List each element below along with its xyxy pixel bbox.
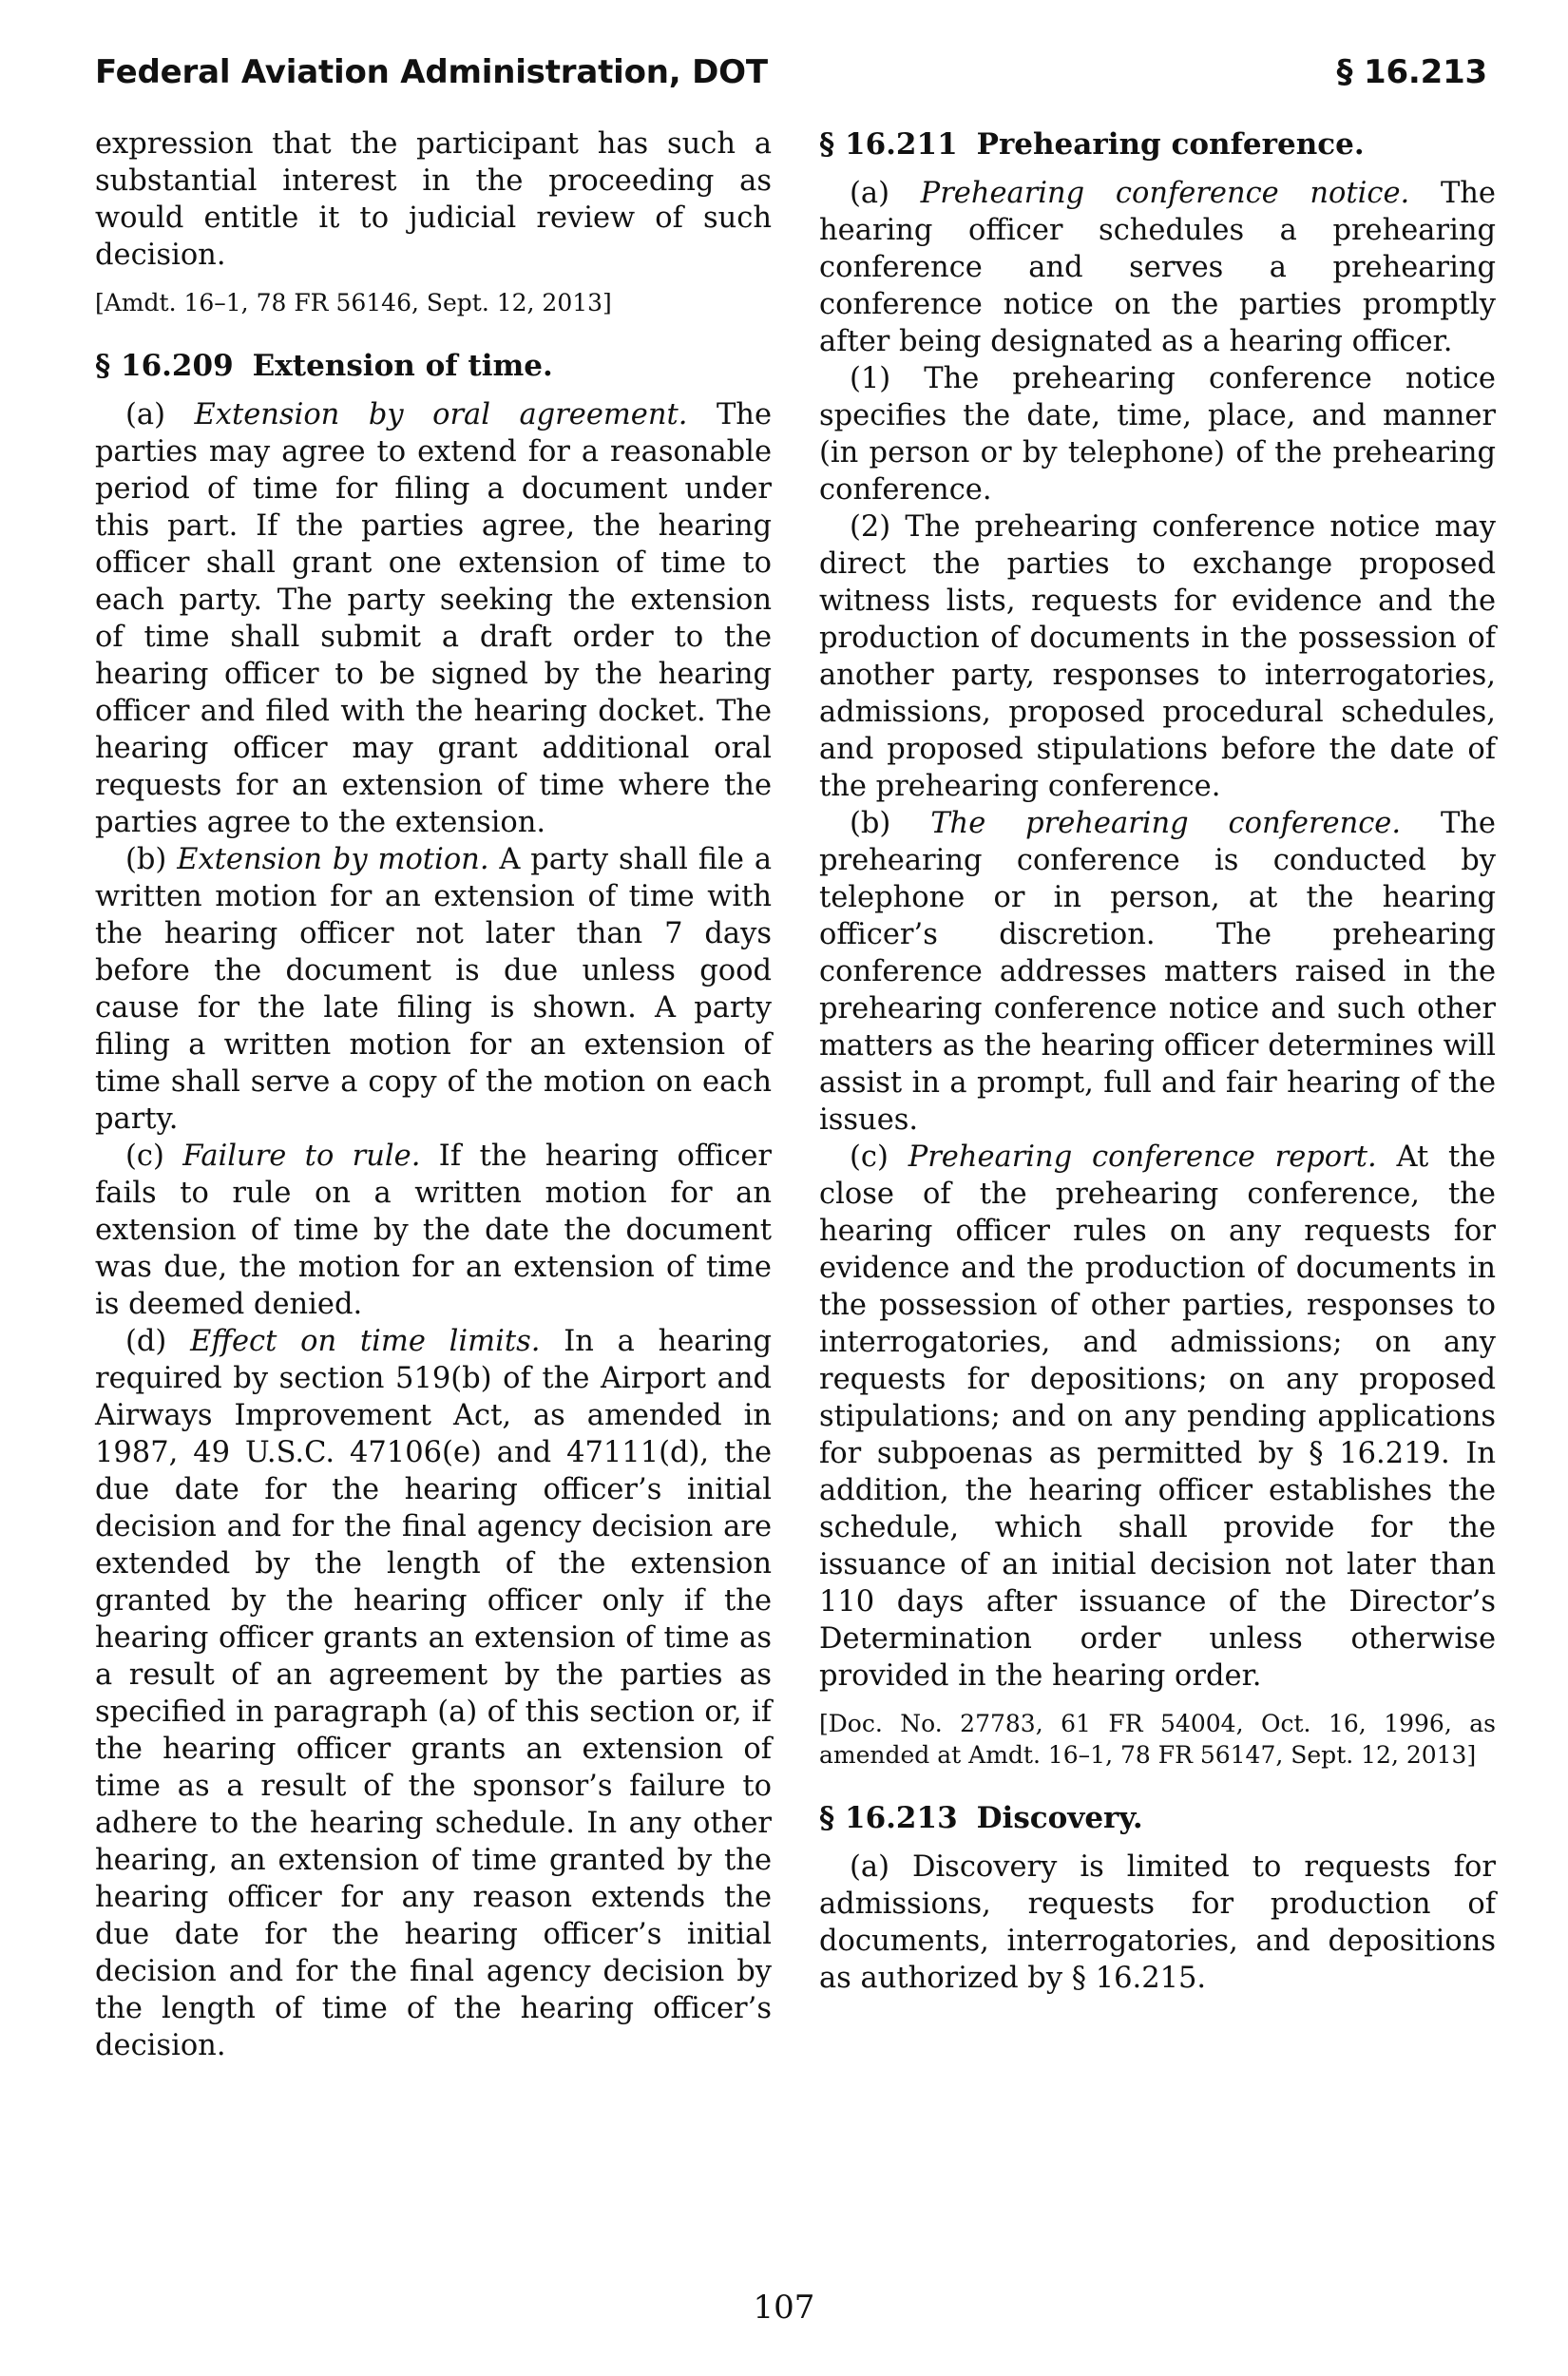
continued-paragraph: expression that the participant has such a substantial interest in the proceeding as would entitle it to judicial review of such decision. xyxy=(95,127,772,272)
paragraph-text: At the close of the prehearing conference, the hearing officer rules on any requests for evidence and the production of documents in the possession of other parties, responses to interrogatories, and admissions; on any requests for depositions; on any proposed stipulations; and on any pending applications for subpoenas as permitted by § 16.219. In addition, the hearing officer establishes the schedule, which shall provide for the issuance of an initial decision not later than 110 days after issuance of the Director’s Determination order unless otherwise provided in the hearing order. xyxy=(819,1140,1496,1693)
paragraph-heading: Extension by oral agreement. xyxy=(194,398,688,431)
paragraph-a-discovery: (a) Discovery is limited to requests for admissions, requests for production of documents, interrogatories, and depositions as authorized by § 16.215. xyxy=(819,1850,1496,1995)
paragraph-heading: Prehearing conference report. xyxy=(908,1140,1377,1174)
paragraph-text: The parties may agree to extend for a reasonable period of time for filing a document under this part. If the parties agree, the hearing officer shall grant one extension of time to each party. The party seeking the extension of time shall submit a draft order to the hearing officer to be signed by the hearing officer and filed with the hearing docket. The hearing officer may grant additional oral requests for an extension of time where the parties agree to the extension. xyxy=(95,398,772,839)
paragraph-a1: (1) The prehearing conference notice specifies the date, time, place, and manner (in person or by telephone) of the prehearing conference. xyxy=(819,362,1496,507)
paragraph-label: (a) xyxy=(850,177,889,210)
paragraph-label: (b) xyxy=(850,807,891,840)
amendment-citation: [Amdt. 16–1, 78 FR 56146, Sept. 12, 2013] xyxy=(95,289,612,316)
right-column xyxy=(819,125,1496,1997)
section-16-213-heading xyxy=(819,1799,1496,1837)
document-citation: [Doc. No. 27783, 61 FR 54004, Oct. 16, 1996, as amended at Amdt. 16–1, 78 FR 56147, Sept. 12, 2013] xyxy=(819,1710,1496,1769)
paragraph-heading: Prehearing conference notice. xyxy=(920,177,1410,210)
paragraph-c-report xyxy=(819,1139,1496,1695)
paragraph-heading: Extension by motion. xyxy=(177,843,489,876)
paragraph-text: The hearing officer schedules a prehearing conference and serves a prehearing conference notice on the parties promptly after being designated as a hearing officer. xyxy=(819,177,1496,358)
paragraph-label: (c) xyxy=(125,1140,164,1173)
paragraph-label: (a) xyxy=(125,398,165,431)
paragraph-heading: Failure to rule. xyxy=(182,1140,421,1173)
section-number: § 16.209 xyxy=(95,349,234,383)
section-title: Prehearing conference. xyxy=(976,127,1365,162)
paragraph-label: (d) xyxy=(125,1325,167,1358)
paragraph-d-time-limits xyxy=(95,1323,772,2064)
paragraph-a-notice xyxy=(819,175,1496,360)
paragraph-text: A party shall file a written motion for an extension of time with the hearing officer not later than 7 days before the document is due unless good cause for the late filing is shown. A party filing a written motion for an extension of time shall serve a copy of the motion on each party. xyxy=(95,843,773,1136)
section-title: Extension of time. xyxy=(252,349,553,383)
paragraph-c-failure-to-rule xyxy=(95,1138,772,1323)
paragraph-b-motion xyxy=(95,841,772,1138)
paragraph-b-conference xyxy=(819,805,1496,1139)
paragraph-heading: The prehearing conference. xyxy=(930,807,1402,840)
section-title: Discovery. xyxy=(976,1801,1143,1835)
paragraph-text: The prehearing conference is conducted by telephone or in person, at the hearing officer’s discretion. The prehearing conference addresses matters raised in the prehearing conference notice and such other matters as the hearing officer determines will assist in a prompt, full and fair hearing of the issues. xyxy=(819,807,1496,1137)
section-16-211-heading xyxy=(819,125,1496,163)
paragraph-a2: (2) The prehearing conference notice may direct the parties to exchange proposed witness lists, requests for evidence and the production of documents in the possession of another party, responses to interrogatories, admissions, proposed procedural schedules, and proposed stipulations before the date of the prehearing conference. xyxy=(819,510,1496,803)
paragraph-text: In a hearing required by section 519(b) of the Airport and Airways Improvement Act, as amended in 1987, 49 U.S.C. 47106(e) and 47111(d), the due date for the hearing officer’s initial decision and for the final agency decision are extended by the length of the extension granted by the hearing officer only if the hearing officer grants an extension of time as a result of an agreement by the parties as specified in paragraph (a) of this section or, if the hearing officer grants an extension of time as a result of the sponsor’s failure to adhere to the hearing schedule. In any other hearing, an extension of time granted by the hearing officer for any reason extends the due date for the hearing officer’s initial decision and for the final agency decision by the length of time of the hearing officer’s decision. xyxy=(95,1325,772,2062)
section-number: § 16.213 xyxy=(819,1801,958,1835)
left-column xyxy=(95,125,772,2064)
paragraph-heading: Effect on time limits. xyxy=(190,1325,541,1358)
paragraph-a-oral-agreement xyxy=(95,396,772,841)
paragraph-text: If the hearing officer fails to rule on a written motion for an extension of time by the date the document was due, the motion for an extension of time is deemed denied. xyxy=(95,1140,773,1321)
page-number: 107 xyxy=(753,2289,815,2327)
section-number: § 16.211 xyxy=(819,127,958,162)
paragraph-label: (b) xyxy=(125,843,167,876)
section-header: § 16.213 xyxy=(1336,53,1487,91)
paragraph-label: (c) xyxy=(850,1140,889,1174)
running-header xyxy=(95,53,1487,101)
section-16-209-heading xyxy=(95,347,772,385)
agency-header: Federal Aviation Administration, DOT xyxy=(95,53,768,91)
